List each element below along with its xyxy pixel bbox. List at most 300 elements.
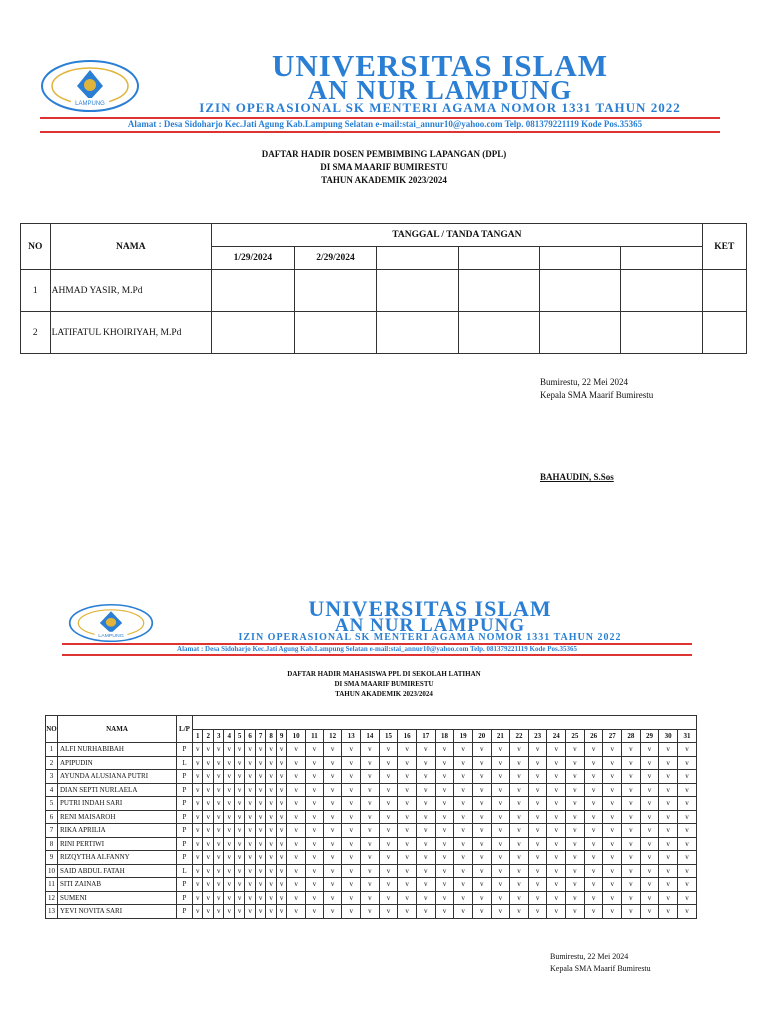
attendance-mark: v — [416, 783, 435, 797]
attendance-mark: v — [510, 864, 529, 878]
attendance-mark: v — [454, 770, 473, 784]
row-nama: APIPUDIN — [58, 756, 177, 770]
attendance-mark: v — [435, 851, 454, 865]
attendance-mark: v — [640, 770, 659, 784]
attendance-mark: v — [472, 837, 491, 851]
attendance-mark: v — [255, 864, 265, 878]
svg-text:LAMPUNG: LAMPUNG — [98, 634, 124, 639]
attendance-mark: v — [398, 783, 417, 797]
attendance-mark: v — [379, 783, 398, 797]
attendance-mark: v — [566, 905, 585, 919]
attendance-mark: v — [193, 824, 203, 838]
table-row — [46, 878, 697, 892]
attendance-mark: v — [603, 905, 622, 919]
attendance-mark: v — [255, 810, 265, 824]
attendance-mark: v — [193, 783, 203, 797]
attendance-mark: v — [454, 851, 473, 865]
attendance-mark: v — [361, 783, 380, 797]
attendance-mark: v — [255, 797, 265, 811]
attendance-mark: v — [510, 797, 529, 811]
table-row — [46, 851, 697, 865]
address-line-2: Alamat : Desa Sidoharjo Kec.Jati Agung Kab.Lampung Selatan e-mail:stai_annur10@yahoo.com Telp. 081379221119 Kode Pos.35365 — [177, 645, 577, 653]
doc1-place-date: Bumirestu, 22 Mei 2024 — [540, 377, 628, 387]
row-nama: AHMAD YASIR, M.Pd — [50, 270, 212, 312]
attendance-mark: v — [306, 878, 324, 892]
attendance-mark: v — [603, 851, 622, 865]
attendance-mark: v — [323, 905, 342, 919]
attendance-mark: v — [287, 824, 306, 838]
day-col-header: 8 — [266, 729, 276, 743]
attendance-mark: v — [361, 837, 380, 851]
attendance-mark: v — [677, 837, 696, 851]
attendance-mark: v — [416, 810, 435, 824]
attendance-mark: v — [584, 824, 603, 838]
attendance-mark: v — [323, 824, 342, 838]
day-col-header: 26 — [584, 729, 603, 743]
row-nama: RINI PERTIWI — [58, 837, 177, 851]
attendance-mark: v — [361, 824, 380, 838]
operational-permit-2: IZIN OPERASIONAL SK MENTERI AGAMA NOMOR 1331 TAHUN 2022 — [238, 632, 622, 643]
attendance-mark: v — [266, 864, 276, 878]
attendance-mark: v — [361, 797, 380, 811]
day-col-header: 11 — [306, 729, 324, 743]
attendance-mark: v — [224, 824, 234, 838]
attendance-mark: v — [622, 797, 641, 811]
attendance-mark: v — [640, 891, 659, 905]
attendance-mark: v — [361, 851, 380, 865]
date-col — [458, 247, 539, 270]
date-col — [621, 247, 702, 270]
attendance-mark: v — [398, 837, 417, 851]
attendance-mark: v — [472, 864, 491, 878]
attendance-mark: v — [622, 810, 641, 824]
attendance-mark: v — [547, 891, 566, 905]
attendance-mark: v — [584, 905, 603, 919]
attendance-mark: v — [566, 864, 585, 878]
attendance-mark: v — [203, 864, 213, 878]
attendance-mark: v — [287, 878, 306, 892]
row-no: 10 — [46, 864, 58, 878]
attendance-mark: v — [435, 783, 454, 797]
attendance-mark: v — [659, 864, 678, 878]
attendance-mark: v — [224, 743, 234, 757]
attendance-mark: v — [213, 851, 223, 865]
attendance-mark: v — [213, 891, 223, 905]
attendance-mark: v — [234, 851, 244, 865]
student-attendance-table — [45, 715, 697, 919]
attendance-mark: v — [323, 756, 342, 770]
day-col-header: 2 — [203, 729, 213, 743]
doc1-signer: BAHAUDIN, S.Sos — [540, 472, 614, 482]
attendance-mark: v — [454, 837, 473, 851]
attendance-mark: v — [234, 878, 244, 892]
attendance-mark: v — [234, 905, 244, 919]
table-row — [21, 270, 747, 312]
attendance-mark: v — [528, 756, 547, 770]
svg-text:LAMPUNG: LAMPUNG — [75, 101, 105, 107]
row-lp: P — [177, 824, 193, 838]
attendance-mark: v — [287, 783, 306, 797]
attendance-mark: v — [255, 891, 265, 905]
attendance-mark: v — [224, 878, 234, 892]
attendance-mark: v — [640, 783, 659, 797]
attendance-mark: v — [491, 810, 510, 824]
doc2-year: TAHUN AKADEMIK 2023/2024 — [335, 690, 433, 698]
attendance-mark: v — [342, 891, 361, 905]
attendance-mark: v — [287, 837, 306, 851]
attendance-mark: v — [547, 864, 566, 878]
row-no: 12 — [46, 891, 58, 905]
attendance-mark: v — [659, 837, 678, 851]
attendance-mark: v — [472, 851, 491, 865]
attendance-mark: v — [203, 810, 213, 824]
attendance-mark: v — [245, 743, 255, 757]
attendance-mark: v — [566, 824, 585, 838]
header2-divider-bottom — [62, 654, 692, 656]
attendance-mark: v — [547, 878, 566, 892]
attendance-mark: v — [361, 810, 380, 824]
attendance-mark: v — [276, 756, 286, 770]
attendance-mark: v — [528, 905, 547, 919]
attendance-mark: v — [416, 770, 435, 784]
attendance-mark: v — [566, 783, 585, 797]
attendance-mark: v — [491, 851, 510, 865]
attendance-mark: v — [245, 810, 255, 824]
attendance-mark: v — [287, 810, 306, 824]
attendance-mark: v — [584, 743, 603, 757]
attendance-mark: v — [398, 810, 417, 824]
attendance-mark: v — [255, 783, 265, 797]
day-col-header: 12 — [323, 729, 342, 743]
table-row — [46, 905, 697, 919]
day-col-header: 29 — [640, 729, 659, 743]
row-lp: P — [177, 851, 193, 865]
attendance-mark: v — [203, 837, 213, 851]
university-name-line1: UNIVERSITAS ISLAM — [272, 48, 608, 83]
attendance-mark: v — [622, 756, 641, 770]
attendance-mark: v — [472, 756, 491, 770]
row-lp: P — [177, 797, 193, 811]
attendance-mark: v — [398, 905, 417, 919]
row-nama: RIKA APRILIA — [58, 824, 177, 838]
day-col-header: 19 — [454, 729, 473, 743]
attendance-mark: v — [510, 878, 529, 892]
attendance-mark: v — [398, 891, 417, 905]
attendance-mark: v — [454, 783, 473, 797]
attendance-mark: v — [547, 905, 566, 919]
attendance-mark: v — [603, 891, 622, 905]
attendance-mark: v — [640, 905, 659, 919]
attendance-mark: v — [528, 864, 547, 878]
attendance-mark: v — [234, 837, 244, 851]
attendance-mark: v — [323, 783, 342, 797]
attendance-mark: v — [454, 824, 473, 838]
attendance-mark: v — [213, 837, 223, 851]
attendance-mark: v — [193, 770, 203, 784]
table-row — [46, 756, 697, 770]
attendance-mark: v — [566, 743, 585, 757]
attendance-mark: v — [306, 837, 324, 851]
attendance-mark: v — [491, 770, 510, 784]
attendance-mark: v — [193, 797, 203, 811]
attendance-mark: v — [510, 770, 529, 784]
attendance-mark: v — [510, 837, 529, 851]
attendance-mark: v — [547, 824, 566, 838]
attendance-mark: v — [472, 770, 491, 784]
attendance-mark: v — [491, 878, 510, 892]
attendance-mark: v — [640, 756, 659, 770]
attendance-mark: v — [622, 891, 641, 905]
attendance-mark: v — [603, 797, 622, 811]
attendance-mark: v — [677, 797, 696, 811]
row-nama: LATIFATUL KHOIRIYAH, M.Pd — [50, 312, 212, 354]
day-col-header: 3 — [213, 729, 223, 743]
attendance-mark: v — [276, 878, 286, 892]
row-no: 2 — [21, 312, 51, 354]
attendance-mark: v — [584, 864, 603, 878]
attendance-mark: v — [306, 891, 324, 905]
attendance-mark: v — [640, 810, 659, 824]
attendance-mark: v — [677, 783, 696, 797]
attendance-mark: v — [659, 810, 678, 824]
attendance-mark: v — [677, 864, 696, 878]
doc2-title: DAFTAR HADIR MAHASISWA PPL DI SEKOLAH LATIHAN — [287, 670, 481, 678]
attendance-mark: v — [510, 851, 529, 865]
attendance-mark: v — [659, 824, 678, 838]
attendance-mark: v — [203, 797, 213, 811]
attendance-mark: v — [306, 770, 324, 784]
letterhead-logo-2 — [68, 604, 154, 642]
row-no: 4 — [46, 783, 58, 797]
attendance-mark: v — [193, 864, 203, 878]
attendance-mark: v — [622, 770, 641, 784]
attendance-mark: v — [510, 756, 529, 770]
attendance-mark: v — [276, 797, 286, 811]
attendance-mark: v — [454, 797, 473, 811]
day-col-header: 5 — [234, 729, 244, 743]
attendance-mark: v — [266, 783, 276, 797]
attendance-mark: v — [566, 837, 585, 851]
attendance-mark: v — [245, 905, 255, 919]
attendance-mark: v — [435, 770, 454, 784]
attendance-mark: v — [306, 810, 324, 824]
attendance-mark: v — [416, 905, 435, 919]
attendance-mark: v — [622, 783, 641, 797]
attendance-mark: v — [379, 770, 398, 784]
attendance-mark: v — [255, 905, 265, 919]
attendance-mark: v — [659, 756, 678, 770]
attendance-mark: v — [416, 743, 435, 757]
attendance-mark: v — [510, 905, 529, 919]
attendance-mark: v — [491, 891, 510, 905]
attendance-mark: v — [677, 770, 696, 784]
attendance-mark: v — [245, 837, 255, 851]
row-no: 3 — [46, 770, 58, 784]
attendance-mark: v — [266, 837, 276, 851]
row-nama: SITI ZAINAB — [58, 878, 177, 892]
attendance-mark: v — [266, 797, 276, 811]
attendance-mark: v — [287, 756, 306, 770]
row-no: 6 — [46, 810, 58, 824]
attendance-mark: v — [323, 743, 342, 757]
attendance-mark: v — [323, 891, 342, 905]
attendance-mark: v — [361, 864, 380, 878]
attendance-mark: v — [528, 797, 547, 811]
attendance-mark: v — [193, 905, 203, 919]
attendance-mark: v — [361, 891, 380, 905]
attendance-mark: v — [547, 837, 566, 851]
attendance-mark: v — [234, 891, 244, 905]
row-no: 11 — [46, 878, 58, 892]
table-row — [46, 797, 697, 811]
university-name-line2: AN NUR LAMPUNG — [307, 75, 573, 105]
attendance-mark: v — [224, 797, 234, 811]
date-col: 1/29/2024 — [212, 247, 295, 270]
attendance-mark: v — [245, 770, 255, 784]
attendance-mark: v — [454, 891, 473, 905]
attendance-mark: v — [454, 810, 473, 824]
row-no: 1 — [21, 270, 51, 312]
attendance-mark: v — [584, 770, 603, 784]
table-row — [46, 837, 697, 851]
attendance-mark: v — [398, 851, 417, 865]
attendance-mark: v — [287, 851, 306, 865]
attendance-mark: v — [491, 864, 510, 878]
attendance-mark: v — [677, 824, 696, 838]
attendance-mark: v — [224, 783, 234, 797]
attendance-mark: v — [435, 756, 454, 770]
attendance-mark: v — [306, 783, 324, 797]
col-no: NO — [21, 224, 51, 270]
attendance-mark: v — [234, 864, 244, 878]
attendance-mark: v — [342, 756, 361, 770]
attendance-mark: v — [566, 770, 585, 784]
attendance-mark: v — [510, 810, 529, 824]
days-header — [193, 716, 697, 730]
attendance-mark: v — [454, 905, 473, 919]
col-no: NO — [46, 716, 58, 743]
attendance-mark: v — [454, 756, 473, 770]
attendance-mark: v — [287, 797, 306, 811]
attendance-mark: v — [398, 797, 417, 811]
day-col-header: 24 — [547, 729, 566, 743]
attendance-mark: v — [454, 878, 473, 892]
row-lp: L — [177, 864, 193, 878]
attendance-mark: v — [276, 770, 286, 784]
attendance-mark: v — [342, 824, 361, 838]
row-lp: P — [177, 783, 193, 797]
attendance-mark: v — [255, 743, 265, 757]
attendance-mark: v — [306, 905, 324, 919]
attendance-mark: v — [323, 810, 342, 824]
attendance-mark: v — [193, 878, 203, 892]
attendance-mark: v — [276, 783, 286, 797]
attendance-mark: v — [193, 851, 203, 865]
day-col-header: 15 — [379, 729, 398, 743]
attendance-mark: v — [342, 783, 361, 797]
day-col-header: 20 — [472, 729, 491, 743]
attendance-mark: v — [234, 770, 244, 784]
table-row — [46, 770, 697, 784]
attendance-mark: v — [566, 878, 585, 892]
doc1-subtitle: DI SMA MAARIF BUMIRESTU — [320, 162, 448, 172]
attendance-mark: v — [255, 770, 265, 784]
attendance-mark: v — [361, 743, 380, 757]
attendance-mark: v — [659, 851, 678, 865]
row-no: 2 — [46, 756, 58, 770]
attendance-mark: v — [379, 797, 398, 811]
attendance-mark: v — [622, 837, 641, 851]
attendance-mark: v — [245, 891, 255, 905]
day-col-header: 31 — [677, 729, 696, 743]
row-lp: P — [177, 891, 193, 905]
row-nama: SAID ABDUL FATAH — [58, 864, 177, 878]
attendance-mark: v — [528, 837, 547, 851]
day-col-header: 16 — [398, 729, 417, 743]
attendance-mark: v — [213, 797, 223, 811]
row-nama: AYUNDA ALUSIANA PUTRI — [58, 770, 177, 784]
attendance-mark: v — [472, 783, 491, 797]
attendance-mark: v — [287, 905, 306, 919]
attendance-mark: v — [398, 770, 417, 784]
attendance-mark: v — [435, 891, 454, 905]
attendance-mark: v — [416, 797, 435, 811]
row-nama: RIZQYTHA ALFANNY — [58, 851, 177, 865]
attendance-mark: v — [584, 797, 603, 811]
attendance-mark: v — [213, 905, 223, 919]
attendance-mark: v — [245, 756, 255, 770]
attendance-mark: v — [584, 851, 603, 865]
row-lp: P — [177, 837, 193, 851]
attendance-mark: v — [472, 824, 491, 838]
attendance-mark: v — [287, 864, 306, 878]
attendance-mark: v — [193, 756, 203, 770]
attendance-mark: v — [287, 743, 306, 757]
col-ket: KET — [702, 224, 746, 270]
attendance-mark: v — [323, 864, 342, 878]
attendance-mark: v — [659, 770, 678, 784]
attendance-mark: v — [203, 878, 213, 892]
attendance-mark: v — [435, 905, 454, 919]
attendance-mark: v — [213, 824, 223, 838]
attendance-mark: v — [640, 878, 659, 892]
row-no: 1 — [46, 743, 58, 757]
attendance-mark: v — [584, 783, 603, 797]
attendance-mark: v — [677, 891, 696, 905]
attendance-mark: v — [234, 810, 244, 824]
attendance-mark: v — [213, 810, 223, 824]
attendance-mark: v — [547, 810, 566, 824]
attendance-mark: v — [306, 797, 324, 811]
day-col-header: 17 — [416, 729, 435, 743]
row-lp: P — [177, 770, 193, 784]
attendance-mark: v — [510, 824, 529, 838]
day-col-header: 25 — [566, 729, 585, 743]
attendance-mark: v — [224, 905, 234, 919]
attendance-mark: v — [276, 810, 286, 824]
row-nama: YEVI NOVITA SARI — [58, 905, 177, 919]
attendance-mark: v — [379, 891, 398, 905]
attendance-mark: v — [224, 810, 234, 824]
row-no: 13 — [46, 905, 58, 919]
attendance-mark: v — [677, 743, 696, 757]
attendance-mark: v — [342, 810, 361, 824]
day-col-header: 1 — [193, 729, 203, 743]
attendance-mark: v — [547, 797, 566, 811]
attendance-mark: v — [435, 743, 454, 757]
table-row — [46, 891, 697, 905]
attendance-mark: v — [203, 770, 213, 784]
